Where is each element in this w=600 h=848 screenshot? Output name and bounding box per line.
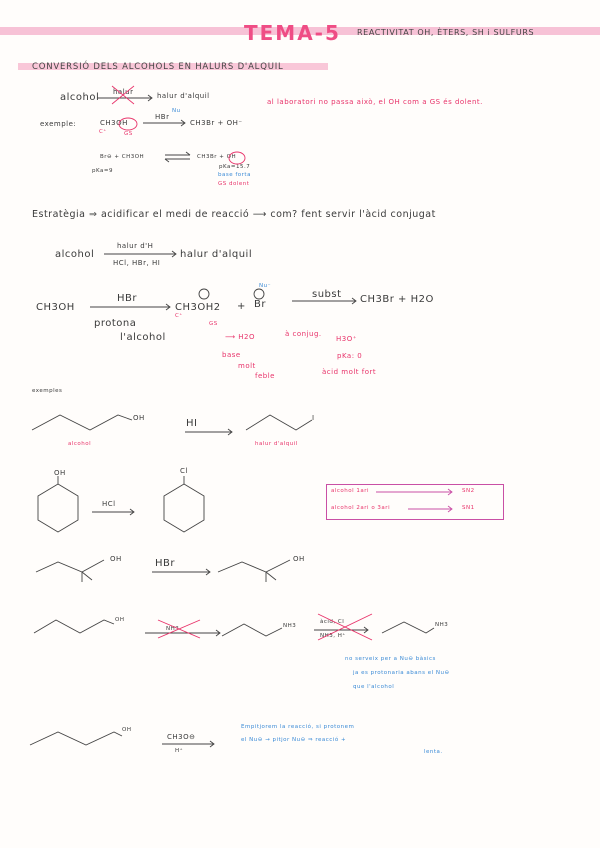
lab-note: al laboratori no passa això, el OH com a GS és dolent.	[267, 98, 483, 106]
mech-note-molt: molt	[238, 362, 256, 370]
mech-note-h2o: ⟶ H2O	[225, 333, 255, 341]
page-title: TEMA-5	[244, 21, 341, 45]
mech-nu: Nu⁻	[259, 283, 272, 289]
page-subtitle: REACTIVITAT OH, ÈTERS, SH i SULFURS	[357, 28, 535, 37]
example-reactant: CH3OH	[100, 119, 128, 127]
example-cplus: C⁺	[99, 129, 107, 135]
example-products: CH3Br + OH⁻	[190, 119, 243, 127]
ex4-acid: àcid, Cl	[320, 619, 345, 625]
mech-plus: +	[237, 301, 246, 312]
mech-note-pka: pKa: 0	[337, 352, 363, 360]
example-nu: Nu	[172, 108, 181, 114]
mech-note-feble: feble	[255, 372, 275, 380]
eq-right: CH3Br + OH	[197, 154, 237, 160]
pka-right: pKa=15.7	[219, 164, 251, 170]
ex1-label-right: halur d'alquil	[255, 441, 298, 447]
ex5-reagent: CH3O⊖	[167, 733, 196, 741]
halur-crossed: halur	[113, 88, 134, 96]
ex4-note1: no serveix per a Nu⊖ bàsics	[345, 656, 436, 662]
ex4-note3: que l'alcohol	[353, 684, 395, 690]
ex4-below: NH3, H⁺	[320, 633, 346, 639]
mech-reactant: CH3OH	[36, 302, 75, 313]
eq-left: Br⊖ + CH3OH	[100, 154, 145, 160]
box-line2-result: SN1	[462, 505, 475, 511]
ex5-oh: OH	[122, 727, 132, 733]
mech-note-acid: àcid molt fort	[322, 368, 377, 376]
mech-products: CH3Br + H2O	[360, 294, 434, 305]
base-forta: base forta	[218, 172, 251, 178]
strategy-product: halur d'alquil	[180, 249, 253, 260]
ex3-oh: OH	[110, 555, 122, 563]
ex4-oh: OH	[115, 617, 125, 623]
mech-note-h3o: H3O⁺	[336, 335, 357, 343]
mech-note-base: base	[222, 351, 241, 359]
ex2-reagent: HCl	[102, 500, 116, 508]
mech-gs: GS	[209, 321, 218, 327]
mech-note-conjug: à conjug.	[285, 330, 322, 338]
ex5-note2: el Nu⊖ → pitjor Nu⊖ ⇒ reacció +	[241, 737, 347, 743]
ex5-note1: Empitjorem la reacció, si protonem	[241, 724, 355, 730]
ex2-oh: OH	[54, 469, 66, 477]
ex4-reagent: NH3	[166, 626, 180, 632]
example-label: exemple:	[40, 120, 77, 128]
section-title: CONVERSIÓ DELS ALCOHOLS EN HALURS D'ALQUIL	[32, 62, 284, 72]
gs-dolent: GS dolent	[218, 181, 250, 187]
alcohol-label: alcohol	[60, 92, 100, 103]
ex4-note2: ja es protonaria abans el Nu⊖	[353, 670, 450, 676]
ex1-product-atom: I	[312, 414, 315, 422]
ex4-prod: NH3	[283, 623, 297, 629]
ex1-label-left: alcohol	[68, 441, 92, 447]
ex3-reagent: HBr	[155, 558, 175, 569]
strategy-reactant: alcohol	[55, 249, 95, 260]
strategy-above: halur d'H	[117, 242, 154, 250]
ex4-prod2: NH3	[435, 622, 449, 628]
mech-below1: protona	[94, 318, 137, 329]
ex3-prod-oh: OH	[293, 555, 305, 563]
strategy-below: HCl, HBr, HI	[113, 259, 161, 267]
mech-br: Br	[254, 299, 266, 310]
mech-reagent: HBr	[117, 293, 137, 304]
example-gs: GS	[124, 131, 133, 137]
mech-subst: subst	[312, 289, 342, 300]
box-line1: alcohol 1ari	[331, 488, 370, 494]
strategy-text: Estratègia ⇒ acidificar el medi de reacció ⟶ com? fent servir l'àcid conjugat	[32, 209, 436, 220]
ex5-note3: lenta.	[424, 749, 443, 755]
ex2-cl: Cl	[180, 467, 188, 475]
mech-intermediate: CH3OH2	[175, 302, 221, 313]
ex1-reagent: HI	[186, 418, 198, 429]
ex5-below: H⁺	[175, 748, 184, 754]
halur-alquil-label: halur d'alquil	[157, 92, 210, 100]
mech-cplus: C⁺	[175, 313, 183, 319]
ex1-oh: OH	[133, 414, 145, 422]
examples-title: exemples	[32, 388, 63, 394]
example-reagent: HBr	[155, 113, 170, 121]
pka-left: pKa=9	[92, 168, 113, 174]
box-line1-result: SN2	[462, 488, 475, 494]
box-line2: alcohol 2ari o 3ari	[331, 505, 391, 511]
mech-below2: l'alcohol	[120, 332, 166, 343]
